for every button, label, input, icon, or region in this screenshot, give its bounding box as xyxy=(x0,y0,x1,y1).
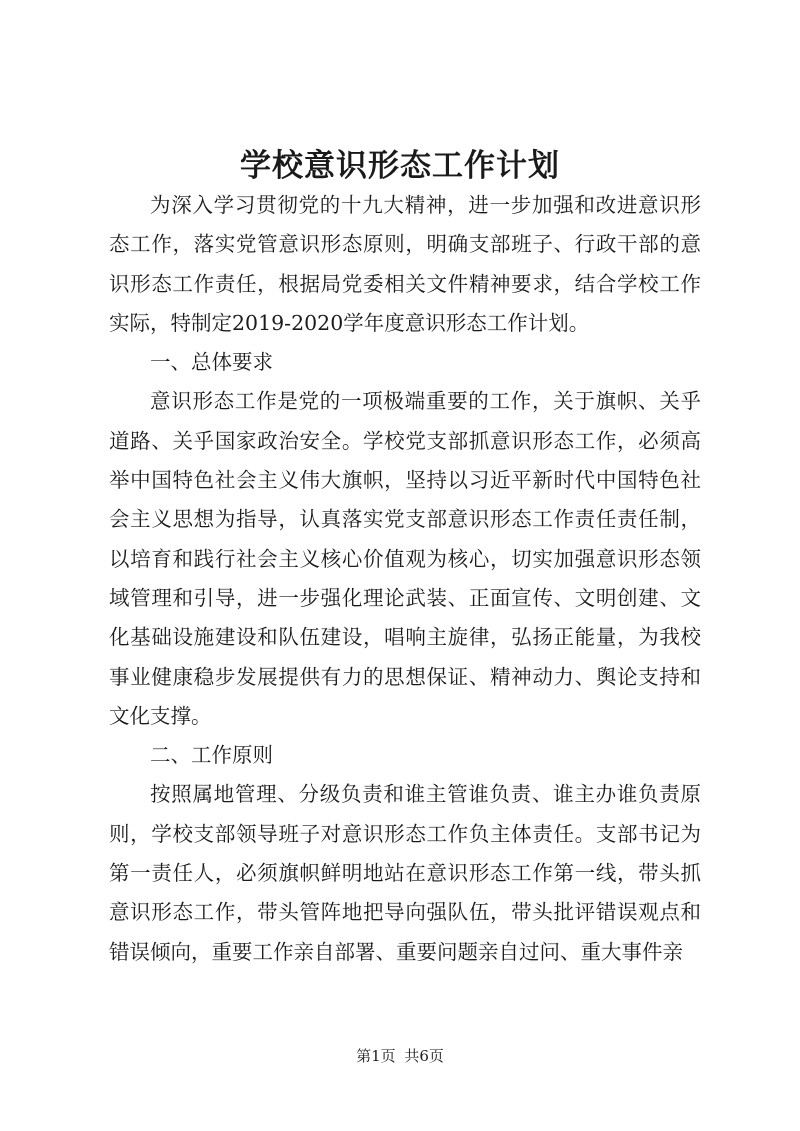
page-total: 共6页 xyxy=(404,1047,444,1065)
document-title: 学校意识形态工作计划 xyxy=(240,148,560,184)
section-heading-general: 一、总体要求 xyxy=(150,350,273,375)
paragraph-general-requirements: 意识形态工作是党的一项极端重要的工作，关于旗帜、关乎道路、关乎国家政治安全。学校党支部抓意识形态工作，必须高举中国特色社会主义伟大旗帜，坚持以习近平新时代中国特色社会主义思想为指导，认真落实党支部意识形态工作责任责任制，以培育和践行社会主义核心价值观为核心，切实加强意识形态领域管理和引导，进一步强化理论武装、正面宣传、文明创建、文化基础设施建设和队伍建设，唱响主旋律，弘扬正能量，为我校事业健康稳步发展提供有力的思想保证、精神动力、舆论支持和文化支撑。 xyxy=(109,389,701,728)
page-number: 第1页 xyxy=(356,1047,396,1065)
paragraph-intro: 为深入学习贯彻党的十九大精神，进一步加强和改进意识形态工作，落实党管意识形态原则，明确支部班子、行政干部的意识形态工作责任，根据局党委相关文件精神要求，结合学校工作实际，特制定2019-2020学年度意识形态工作计划。 xyxy=(109,193,701,335)
section-heading-principles: 二、工作原则 xyxy=(150,743,273,768)
document-body xyxy=(109,186,701,972)
page-footer xyxy=(0,1045,800,1066)
paragraph-work-principles: 按照属地管理、分级负责和谁主管谁负责、谁主办谁负责原则，学校支部领导班子对意识形态工作负主体责任。支部书记为第一责任人，必须旗帜鲜明地站在意识形态工作第一线，带头抓意识形态工作，带头管阵地把导向强队伍，带头批评错误观点和错误倾向，重要工作亲自部署、重要问题亲自过问、重大事件亲 xyxy=(109,782,701,964)
